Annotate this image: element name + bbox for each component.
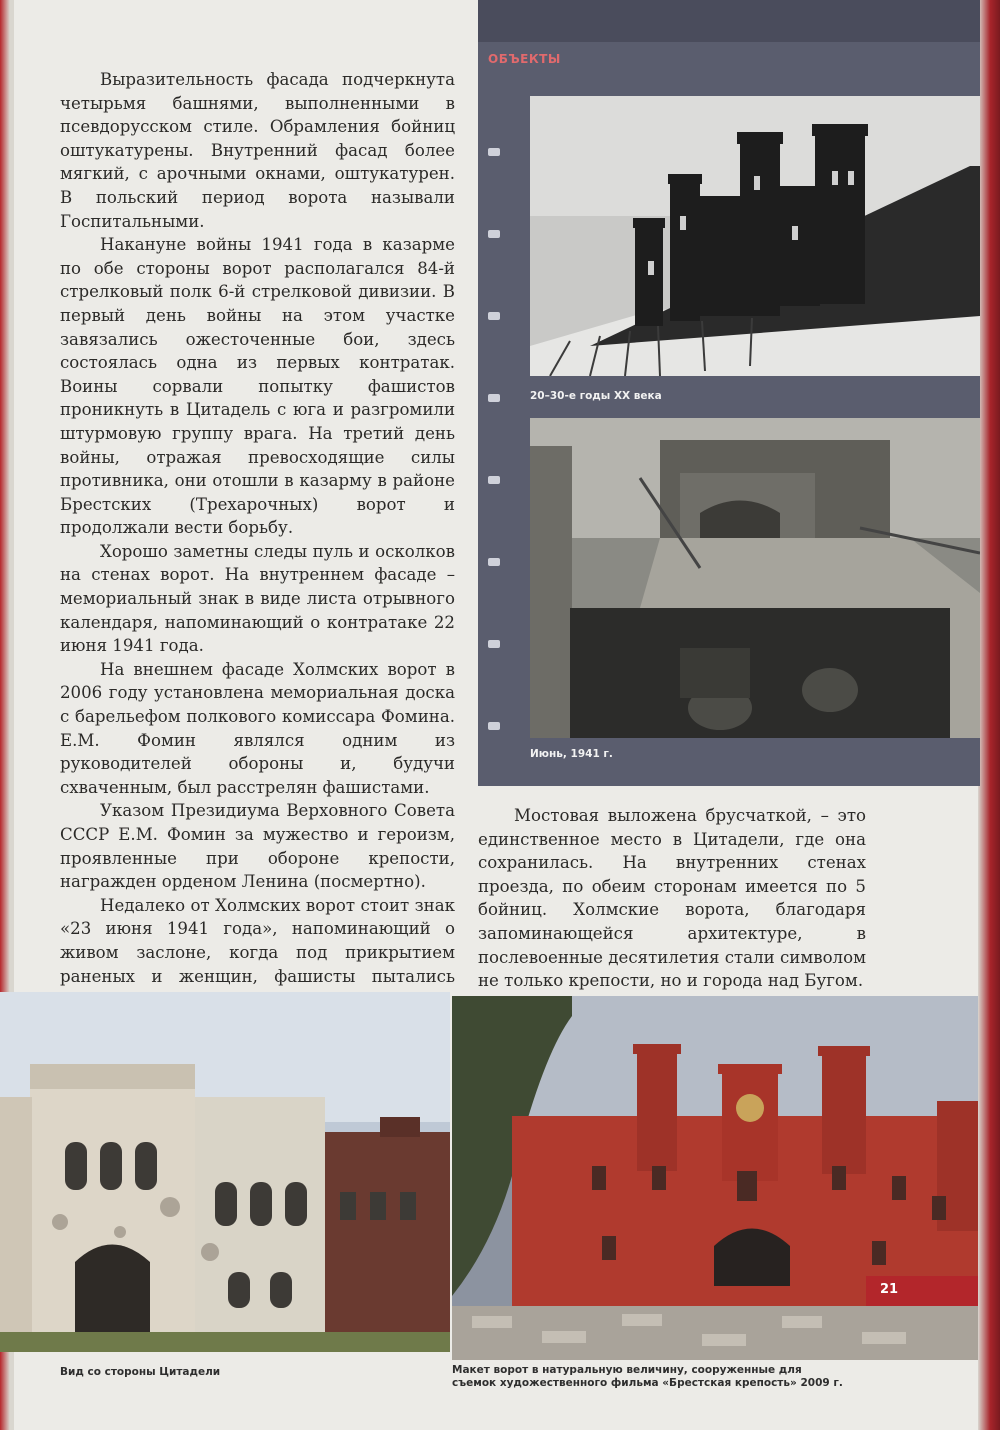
page-number: 21 xyxy=(880,1282,899,1297)
photo-historic-gate xyxy=(530,96,980,376)
caption-photo4-line2: съемок художественного фильма «Брестская крепость» 2009 г. xyxy=(452,1377,843,1389)
right-text-column xyxy=(478,804,866,993)
paragraph: Накануне войны 1941 года в казарме по обе стороны ворот располагался 84-й стрелковый полк 6-й стрелковой дивизии. В первый день войны на этом участке завязались ожесточенные бои, здесь состоялась одна из первых контратак. Воины сорвали попытку фашистов проникнуть в Цитадель с юга и разгромили штурмовую группу врага. На третий день войны, отражая превосходящие силы противника, они отошли в казарму в районе Брестских (Трехарочных) ворот и продолжали вести борьбу. xyxy=(60,235,455,538)
caption-photo4 xyxy=(452,1364,843,1390)
photo-june-1941 xyxy=(530,418,980,738)
paragraph: Недалеко от Холмских ворот стоит знак «23 июня 1941 года», напоминающий о живом заслоне, когда под прикрытием раненых и женщин, фашисты пытались xyxy=(60,895,455,986)
film-notch xyxy=(488,312,500,320)
caption-photo3: Вид со стороны Цитадели xyxy=(60,1366,221,1378)
paragraph: Мостовая выложена брусчаткой, – это единственное место в Цитадели, где она сохранилась. На внутренних стенах проезда, по обеим сторонам имеется по 5 бойниц. Холмские ворота, благодаря запоминающейся архитектуре, в послевоенные десятилетия стали символом не только крепости, но и города над Бугом. xyxy=(478,806,866,991)
page-number-tab xyxy=(866,1276,978,1306)
panel-header-band xyxy=(478,0,980,42)
film-notch xyxy=(488,394,500,402)
caption-photo4-line1: Макет ворот в натуральную величину, сооруженные для xyxy=(452,1364,802,1376)
page-edge-right xyxy=(978,0,1000,1430)
photo-citadel-side xyxy=(0,992,450,1352)
caption-photo1: 20–30-е годы XX века xyxy=(530,390,662,402)
section-label: ОБЪЕКТЫ xyxy=(488,52,561,66)
film-notch xyxy=(488,148,500,156)
caption-photo2: Июнь, 1941 г. xyxy=(530,748,613,760)
film-notch xyxy=(488,230,500,238)
film-notch xyxy=(488,640,500,648)
photo-panel xyxy=(478,0,980,786)
paragraph: Указом Президиума Верховного Совета СССР Е.М. Фомин за мужество и героизм, проявленные при обороне крепости, награжден орденом Ленина (посмертно). xyxy=(60,801,455,892)
film-notch xyxy=(488,558,500,566)
paragraph: Выразительность фасада подчеркнута четырьмя башнями, выполненными в псевдорусском стиле. Обрамления бойниц оштукатурены. Внутренний фасад более мягкий, с арочными окнами, оштукатурен. В польский период ворота называли Госпитальными. xyxy=(60,70,455,231)
paragraph: Хорошо заметны следы пуль и осколков на стенах ворот. На внутреннем фасаде – мемориальный знак в виде листа отрывного календаря, напоминающий о контратаке 22 июня 1941 года. xyxy=(60,541,455,656)
film-notch xyxy=(488,476,500,484)
left-text-column xyxy=(60,68,455,1012)
film-notch xyxy=(488,722,500,730)
paragraph: На внешнем фасаде Холмских ворот в 2006 году установлена мемориальная доска с барельефом полкового комиссара Фомина. Е.М. Фомин являлся одним из руководителей обороны и, будучи схваченным, был расстрелян фашистами. xyxy=(60,659,455,797)
